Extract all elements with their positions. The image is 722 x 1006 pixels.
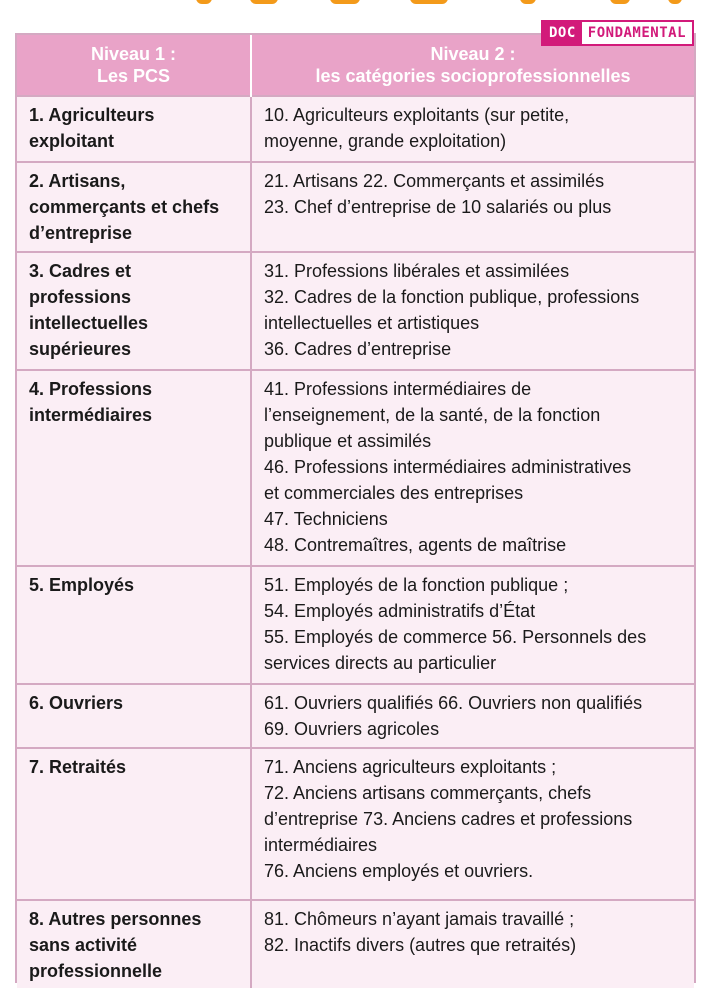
cell-line: 69. Ouvriers agricoles — [264, 719, 440, 739]
cell-line: 21. Artisans 22. Commerçants et assimilés — [264, 171, 605, 191]
cell-line: 31. Professions libérales et assimilées — [264, 261, 570, 281]
pcs-table — [17, 35, 694, 988]
cell-line: 82. Inactifs divers (autres que retraités) — [264, 935, 577, 955]
cell-line: 46. Professions intermédiaires administratives — [264, 457, 632, 477]
cell-line: 47. Techniciens — [264, 509, 388, 529]
pcs-table-frame — [15, 33, 696, 983]
level1-cell — [17, 96, 251, 162]
cell-line: 23. Chef d’entreprise de 10 salariés ou plus — [264, 197, 612, 217]
header-level1-line: Les PCS — [96, 66, 171, 86]
cell-line: d’entreprise 73. Anciens cadres et professions — [264, 809, 633, 829]
doc-fondamental-badge — [541, 20, 694, 46]
cell-line: d’entreprise — [29, 223, 133, 243]
cell-line: intellectuelles — [29, 313, 149, 333]
cell-line: intermédiaires — [264, 835, 378, 855]
level2-cell — [251, 252, 694, 370]
cell-line: 81. Chômeurs n’ayant jamais travaillé ; — [264, 909, 575, 929]
table-row — [17, 162, 694, 252]
cell-line: publique et assimilés — [264, 431, 432, 451]
header-level2-line: les catégories socioprofessionnelles — [315, 66, 631, 86]
cell-line: moyenne, grande exploitation) — [264, 131, 507, 151]
header-level1-line: Niveau 1 : — [90, 44, 177, 64]
level2-cell — [251, 162, 694, 252]
cell-line: 36. Cadres d’entreprise — [264, 339, 452, 359]
cell-line: 4. Professions — [29, 379, 153, 399]
table-row — [17, 748, 694, 900]
cell-line: l’enseignement, de la santé, de la fonction — [264, 405, 601, 425]
level1-cell — [17, 162, 251, 252]
header-level1 — [17, 35, 251, 96]
badge-doc-label: DOC — [543, 22, 582, 44]
level2-cell — [251, 900, 694, 988]
cropped-title-fragment — [0, 0, 722, 18]
table-row — [17, 900, 694, 988]
cell-line: 8. Autres personnes — [29, 909, 202, 929]
level1-cell — [17, 900, 251, 988]
table-row — [17, 96, 694, 162]
level1-cell — [17, 370, 251, 566]
level1-cell — [17, 684, 251, 748]
cell-line: 51. Employés de la fonction publique ; — [264, 575, 569, 595]
cell-line: 72. Anciens artisans commerçants, chefs — [264, 783, 592, 803]
cell-line: et commerciales des entreprises — [264, 483, 524, 503]
cell-line: 1. Agriculteurs — [29, 105, 155, 125]
cell-line: services directs au particulier — [264, 653, 497, 673]
level1-cell — [17, 252, 251, 370]
cell-line: 7. Retraités — [29, 757, 127, 777]
cell-line: 6. Ouvriers — [29, 693, 124, 713]
cell-line: 2. Artisans, — [29, 171, 126, 191]
level2-cell — [251, 748, 694, 900]
cell-line: 48. Contremaîtres, agents de maîtrise — [264, 535, 567, 555]
level2-cell — [251, 370, 694, 566]
header-level2-line: Niveau 2 : — [430, 44, 516, 64]
cell-line: 32. Cadres de la fonction publique, professions — [264, 287, 640, 307]
cell-line: professionnelle — [29, 961, 163, 981]
table-row — [17, 684, 694, 748]
cell-line: sans activité — [29, 935, 138, 955]
cell-line: 76. Anciens employés et ouvriers. — [264, 861, 534, 881]
table-row — [17, 566, 694, 684]
level2-cell — [251, 96, 694, 162]
cell-line: 10. Agriculteurs exploitants (sur petite, — [264, 105, 570, 125]
cell-line: 55. Employés de commerce 56. Personnels des — [264, 627, 647, 647]
cell-line: 5. Employés — [29, 575, 135, 595]
cell-line: intermédiaires — [29, 405, 153, 425]
table-row — [17, 370, 694, 566]
cell-line: intellectuelles et artistiques — [264, 313, 480, 333]
cell-line: professions — [29, 287, 132, 307]
cell-line: supérieures — [29, 339, 132, 359]
badge-fondamental-label: FONDAMENTAL — [587, 25, 686, 41]
cell-line: exploitant — [29, 131, 115, 151]
cell-line: commerçants et chefs — [29, 197, 220, 217]
cell-line: 3. Cadres et — [29, 261, 132, 281]
cell-line: 41. Professions intermédiaires de — [264, 379, 532, 399]
level2-cell — [251, 684, 694, 748]
level1-cell — [17, 566, 251, 684]
cell-line: 71. Anciens agriculteurs exploitants ; — [264, 757, 557, 777]
table-row — [17, 252, 694, 370]
level2-cell — [251, 566, 694, 684]
cell-line: 54. Employés administratifs d’État — [264, 601, 536, 621]
cell-line: 61. Ouvriers qualifiés 66. Ouvriers non qualifiés — [264, 693, 643, 713]
level1-cell — [17, 748, 251, 900]
